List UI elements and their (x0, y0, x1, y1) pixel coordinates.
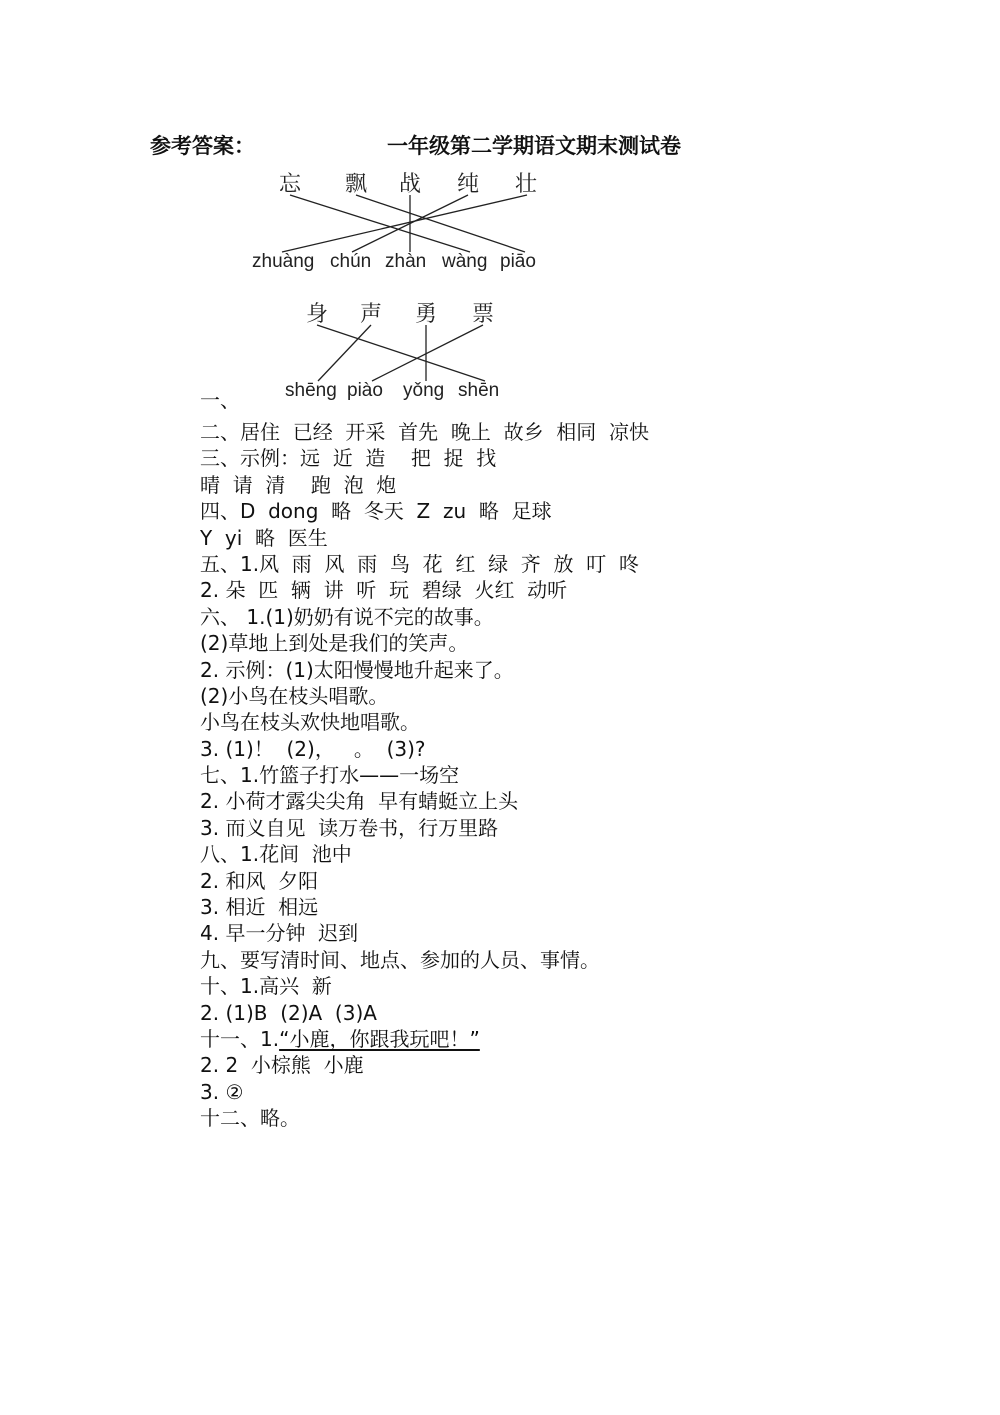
match2-char: 票 (472, 302, 495, 327)
answer-line: 2. 朵 匹 辆 讲 听 玩 碧绿 火红 动听 (200, 578, 568, 603)
match1-char: 忘 (279, 172, 302, 197)
match1-char: 壮 (515, 172, 538, 197)
answer-line: 六、 1.(1)奶奶有说不完的故事。 (200, 604, 494, 629)
answer-line: 3. ② (200, 1079, 244, 1104)
answer-line: 2. (1)B (2)A (3)A (200, 1000, 377, 1025)
answer-line: 2. 小荷才露尖尖角 早有蜻蜓立上头 (200, 789, 519, 814)
match-line (318, 325, 371, 381)
match2-char: 身 (306, 302, 329, 327)
answer-line: 3. (1)！ (2)， 。 (3)? (200, 736, 426, 761)
answer-line: 八、1.花间 池中 (200, 842, 352, 867)
answer-key-label: 参考答案： (150, 134, 255, 158)
match-line (317, 325, 485, 381)
answer-line: 十、1.高兴 新 (200, 974, 332, 999)
answer-line: 小鸟在枝头欢快地唱歌。 (200, 710, 420, 735)
match-line (372, 325, 483, 381)
answer-list (200, 419, 960, 1132)
match1-pinyin: zhàn (385, 251, 427, 272)
answer-line: 2. 和风 夕阳 (200, 868, 319, 893)
match1-char: 飘 (345, 172, 368, 197)
match1-pinyin: zhuàng (252, 251, 315, 272)
answer-line: 3. 相近 相远 (200, 895, 319, 920)
answer-line: (2)草地上到处是我们的笑声。 (200, 631, 469, 656)
match2-pinyin: shēng (285, 380, 337, 401)
answer-line: 七、1.竹篮子打水——一场空 (200, 763, 460, 788)
answer-line: 2. 示例：(1)太阳慢慢地升起来了。 (200, 657, 514, 682)
match1-pinyin: wàng (442, 251, 488, 272)
answer-line: 三、示例：远 近 造 把 捉 找 (200, 446, 497, 471)
match1-char: 纯 (457, 172, 480, 197)
answer-line: 四、D dong 略 冬天 Z zu 略 足球 (200, 499, 552, 524)
match2-char: 声 (360, 302, 383, 327)
match1-pinyin: piāo (500, 251, 536, 272)
match2-pinyin: shēn (458, 380, 500, 401)
answer-line: 3. 而义自见 读万卷书，行万里路 (200, 815, 499, 840)
answer-line: 十二、略。 (200, 1106, 300, 1131)
answer-line: 九、要写清时间、地点、参加的人员、事情。 (200, 947, 600, 972)
matching-lines (0, 0, 1000, 420)
answer-line: 二、居住 已经 开采 首先 晚上 故乡 相同 凉快 (200, 420, 650, 444)
answer-line: 晴 请 清 跑 泡 炮 (200, 472, 397, 497)
answer-line: (2)小鸟在枝头唱歌。 (200, 683, 389, 708)
answer-11-prefix: 十一、1. (200, 1026, 280, 1051)
answer-line: Y yi 略 医生 (200, 525, 328, 550)
match1-pinyin: chún (330, 251, 372, 272)
answer-line: 2. 2 小棕熊 小鹿 (200, 1053, 364, 1078)
match1-char: 战 (399, 172, 422, 197)
answer-line-11 (200, 1026, 960, 1052)
match2-pinyin: piào (347, 380, 383, 401)
page-title: 一年级第二学期语文期末测试卷 (387, 134, 681, 158)
answer-line: 4. 早一分钟 迟到 (200, 921, 359, 946)
match2-pinyin: yǒng (403, 380, 445, 401)
match2-char: 勇 (415, 302, 438, 327)
answer-line: 五、1.风 雨 风 雨 鸟 花 红 绿 齐 放 叮 咚 (200, 551, 639, 576)
section-one-label: 一、 (200, 388, 240, 412)
answer-11-quote: “小鹿，你跟我玩吧！” (279, 1026, 480, 1051)
